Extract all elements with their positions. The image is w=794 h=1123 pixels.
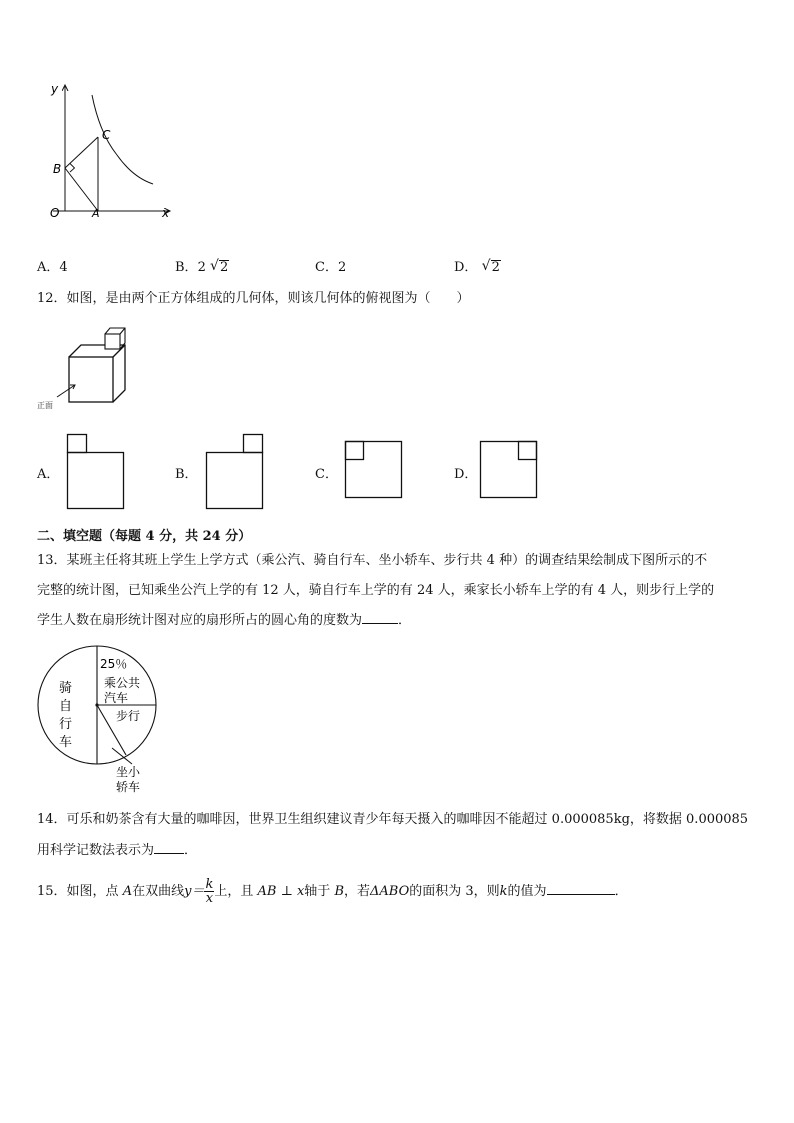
label-b: B — [53, 162, 62, 176]
q11-option-d[interactable]: D． √ 2 — [454, 258, 500, 275]
q12-option-c-label[interactable]: C． — [315, 467, 338, 482]
label-a: A — [92, 207, 100, 220]
q12-option-b-label[interactable]: B． — [175, 467, 198, 482]
q13-line2: 完整的统计图，已知乘坐公汽上学的有 12 人，骑自行车上学的有 24 人，乘家长小轿车上学的有 4 人，则步行上学的 — [37, 583, 715, 598]
label-x: x — [162, 206, 170, 220]
q14-answer-blank[interactable] — [154, 839, 184, 854]
q12-option-c-figure[interactable] — [344, 440, 404, 500]
pie-percent: 25％ — [100, 657, 128, 671]
pie-bike-char-2: 自 — [59, 699, 73, 714]
pie-bike-char-1: 骑 — [59, 681, 73, 696]
q12-option-a-figure[interactable] — [66, 433, 126, 511]
q11-graph — [45, 80, 180, 225]
label-y: y — [51, 82, 59, 96]
q12-solid-figure — [35, 322, 135, 412]
q13-pie-chart — [36, 644, 166, 794]
q12-option-a-label[interactable]: A． — [37, 467, 60, 482]
front-label: 正面 — [37, 401, 53, 410]
pie-bike-char-3: 行 — [59, 717, 73, 732]
q11-option-c[interactable]: C．2 — [315, 260, 347, 275]
q13-line3: 学生人数在扇形统计图对应的扇形所占的圆心角的度数为 ． — [37, 606, 411, 636]
q15-text: 15．如图，点 A在双曲线y＝ $\frac{k}{x}$ 上，且 AB ⊥ x轴于 B，若ΔABO的面积为 3，则k的值为 ． — [37, 877, 628, 906]
q12-text: 12．如图，是由两个正方体组成的几何体，则该几何体的俯视图为（ ） — [37, 291, 470, 306]
pie-car-label-2: 轿车 — [116, 780, 141, 794]
pie-bike-char-4: 车 — [59, 735, 73, 750]
q12-option-b-figure[interactable] — [205, 433, 265, 511]
label-c: C — [102, 128, 111, 142]
pie-bus-label-1: 乘公共 — [104, 676, 141, 690]
pie-walk-label: 步行 — [116, 709, 141, 723]
q13-line1: 13．某班主任将其班上学生上学方式（乘公汽、骑自行车、坐小轿车、步行共 4 种）的调查结果绘制成下图所示的不 — [37, 553, 708, 568]
q15-answer-blank[interactable] — [547, 880, 615, 895]
pie-bus-label-2: 汽车 — [104, 691, 129, 705]
section2-title: 二、填空题（每题 4 分，共 24 分） — [37, 529, 252, 544]
q15-fraction: $\frac{k}{x}$ — [205, 877, 214, 906]
q13-answer-blank[interactable] — [362, 609, 398, 624]
q11-option-a[interactable]: A．4 — [37, 260, 68, 275]
label-o: O — [50, 206, 60, 220]
q12-option-d-label[interactable]: D． — [454, 467, 478, 482]
q14-line2: 用科学记数法表示为 ． — [37, 836, 197, 866]
q14-line1: 14．可乐和奶茶含有大量的咖啡因，世界卫生组织建议青少年每天摄入的咖啡因不能超过 0.000085kg，将数据 0.000085 — [37, 812, 749, 827]
pie-car-label-1: 坐小 — [116, 765, 141, 779]
q12-option-d-figure[interactable] — [479, 440, 539, 500]
q11-option-b[interactable]: B．2 √ 2 — [175, 258, 229, 275]
